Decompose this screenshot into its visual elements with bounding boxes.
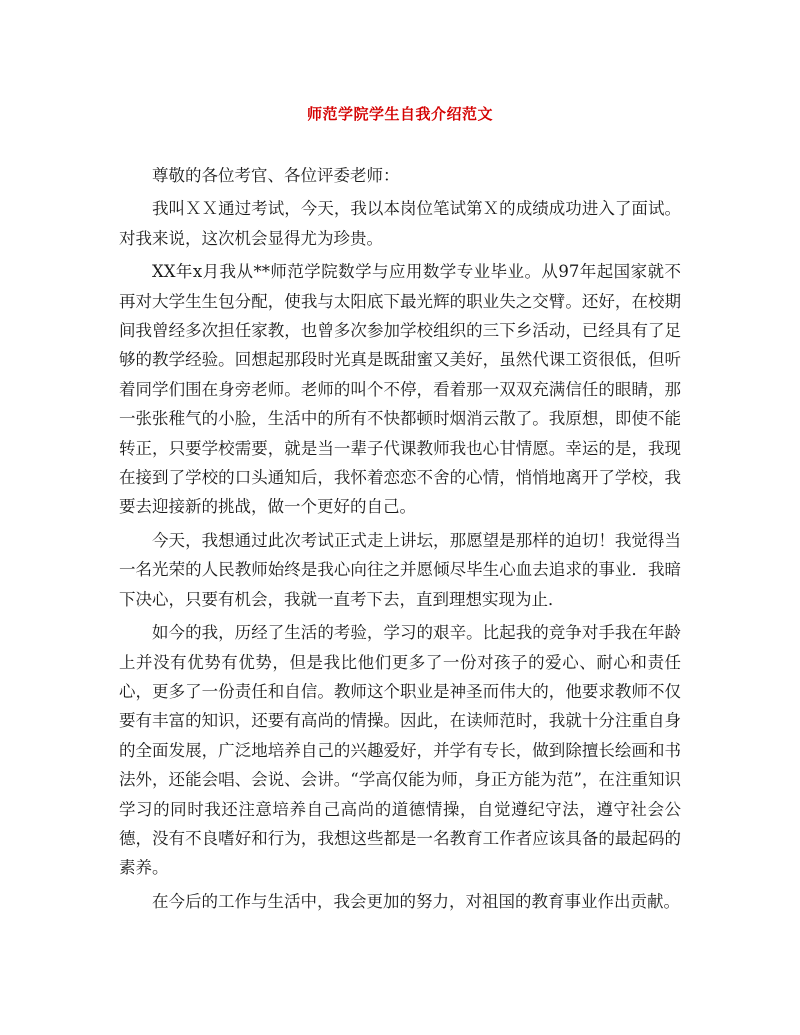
paragraph-closing: 在今后的工作与生活中，我会更加的努力，对祖国的教育事业作出贡献。	[152, 891, 680, 911]
paragraph-aspiration: 今天，我想通过此次考试正式走上讲坛，那愿望是那样的迫切！我觉得当一名光荣的人民教师始终是我心向往之并愿倾尽毕生心血去追求的事业．我暗下决心，只要有机会，我就一直考下去，直到理想实现为止．	[119, 530, 681, 609]
document-title: 师范学院学生自我介绍范文	[306, 105, 493, 123]
paragraph-experience: XX年x月我从**师范学院数学与应用数学专业毕业。从97年起国家就不再对大学生生包分配，使我与太阳底下最光辉的职业失之交臂。还好，在校期间我曾经多次担任家教，也曾多次参加学校组织的三下乡活动，已经具有了足够的教学经验。回想起那段时光真是既甜蜜又美好，虽然代课工资很低，但听着同学们围在身旁老师。老师的叫个不停，看着那一双双充满信任的眼睛，那一张张稚气的小脸，生活中的所有不快都顿时烟消云散了。我原想，即使不能转正，只要学校需要，就是当一辈子代课教师我也心甘情愿。幸运的是，我现在接到了学校的口头通知后，我怀着恋恋不舍的心情，悄悄地离开了学校，我要去迎接新的挑战，做一个更好的自己。	[119, 262, 681, 517]
paragraph-intro: 我叫ＸＸ通过考试，今天，我以本岗位笔试第Ｘ的成绩成功进入了面试。对我来说，这次机会显得尤为珍贵。	[119, 199, 681, 248]
paragraph-qualities: 如今的我，历经了生活的考验，学习的艰辛。比起我的竞争对手我在年龄上并没有优势有优势，但是我比他们更多了一份对孩子的爱心、耐心和责任心，更多了一份责任和自信。教师这个职业是神圣而伟大的，他要求教师不仅要有丰富的知识，还要有高尚的情操。因此，在读师范时，我就十分注重自身的全面发展，广泛地培养自己的兴趣爱好，并学有专长，做到除擅长绘画和书法外，还能会唱、会说、会讲。“学高仅能为师，身正方能为范”，在注重知识学习的同时我还注意培养自己高尚的道德情操，自觉遵纪守法，遵守社会公德，没有不良嗜好和行为，我想这些都是一名教育工作者应该具备的最起码的素养。	[119, 623, 681, 878]
salutation: 尊敬的各位考官、各位评委老师：	[152, 166, 400, 185]
document-body	[119, 161, 681, 920]
